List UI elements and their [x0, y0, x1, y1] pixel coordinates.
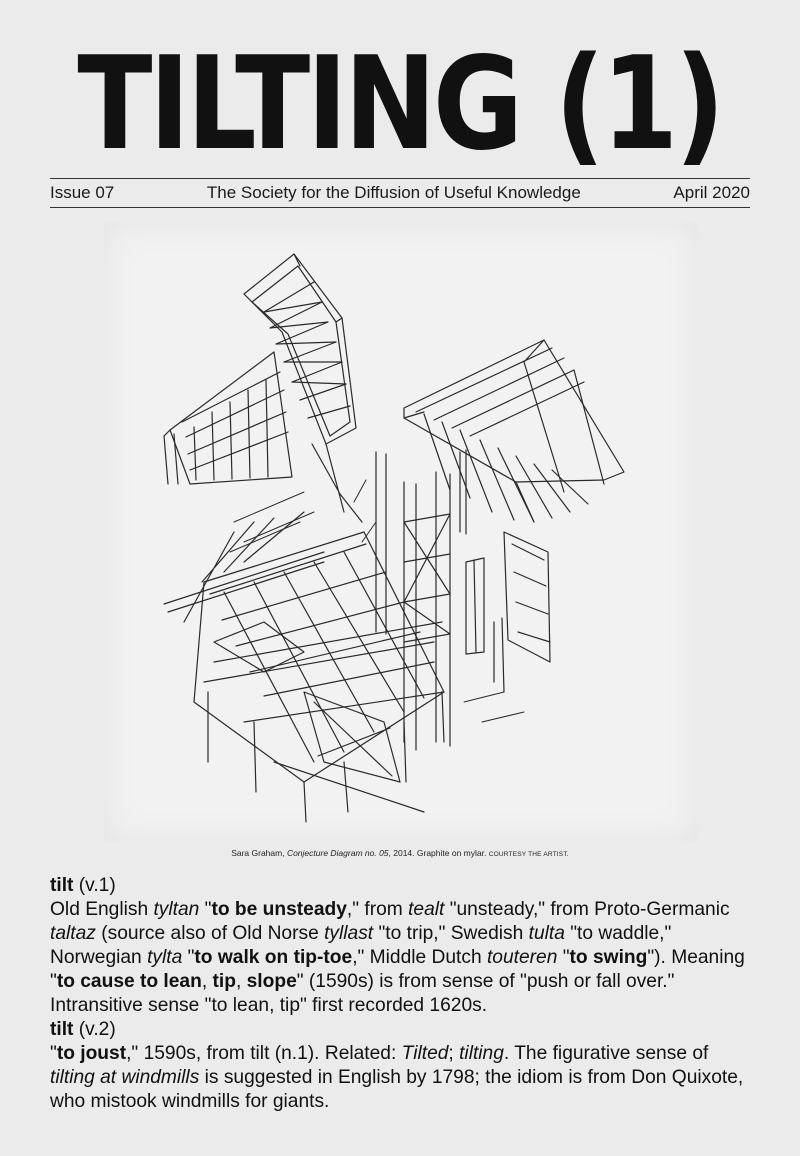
definition-segment: tulta: [528, 923, 565, 944]
definition-segment: "to trip," Swedish: [373, 923, 529, 944]
caption-title: Conjecture Diagram no. 05: [286, 848, 389, 858]
definition-segment: Tilted: [401, 1043, 449, 1064]
entry-definition: [50, 1043, 743, 1112]
entry-heading: [50, 1018, 756, 1042]
definition-segment: to joust: [56, 1043, 127, 1064]
entry-headword: tilt: [50, 875, 74, 896]
central-column: [376, 450, 466, 750]
definition-segment: slope: [246, 971, 297, 992]
definition-segment: . The figurative sense of: [503, 1043, 709, 1064]
entry-definition: [50, 899, 745, 1016]
definition-segment: ,: [235, 971, 247, 992]
right-wall: [466, 532, 550, 692]
definition-segment: tylta: [147, 947, 183, 968]
definition-segment: "unsteady," from Proto-Germanic: [444, 899, 730, 920]
bottom-rule: [50, 207, 750, 208]
definition-segment: (source also of Old Norse: [95, 923, 325, 944]
definition-segment: to cause to lean: [56, 971, 202, 992]
definition-segment: ": [50, 1043, 57, 1064]
left-wall-frame: [164, 352, 292, 484]
definition-segment: tyllast: [324, 923, 374, 944]
top-rule: [50, 178, 750, 179]
masthead: [50, 30, 750, 180]
definition-segment: ,: [201, 971, 213, 992]
figure-caption: [0, 848, 800, 858]
entry-part-of-speech: (v.1): [73, 875, 116, 896]
definition-segment: tilting: [459, 1043, 504, 1064]
definition-segment: "to waddle," Norwegian: [50, 923, 672, 968]
definition-segment: ," from: [346, 899, 409, 920]
definition-segment: to be unsteady: [211, 899, 347, 920]
definition-segment: tealt: [408, 899, 445, 920]
definition-segment: ": [199, 899, 212, 920]
dictionary-entry: [50, 1018, 756, 1114]
publisher-name: The Society for the Diffusion of Useful Knowledge: [206, 183, 581, 202]
caption-medium: , 2014. Graphite on mylar.: [388, 848, 489, 858]
entry-headword: tilt: [50, 1019, 74, 1040]
definition-segment: "). Meaning ": [50, 947, 745, 992]
definition-segment: ;: [448, 1043, 460, 1064]
definition-segment: tilting at windmills: [50, 1067, 200, 1088]
dictionary-entry: [50, 874, 756, 1018]
definition-segment: tyltan: [153, 899, 200, 920]
frame-drawing: [104, 222, 698, 842]
definition-segment: to walk on tip-toe: [194, 947, 353, 968]
definition-segment: ," 1590s, from tilt (n.1). Related:: [126, 1043, 402, 1064]
caption-credit: COURTESY THE ARTIST.: [488, 851, 569, 858]
issue-number: Issue 07: [50, 183, 115, 202]
definition-segment: touteren: [486, 947, 558, 968]
masthead-title: TILTING (1): [77, 30, 723, 179]
definition-segment: ": [182, 947, 195, 968]
definition-segment: to swing: [569, 947, 648, 968]
tilted-tower: [244, 254, 362, 522]
roof-truss: [404, 340, 624, 522]
caption-artist: Sara Graham,: [231, 848, 287, 858]
definition-segment: is suggested in English by 1798; the idiom is from Don Quixote, who mistook windmills for giants.: [50, 1067, 744, 1112]
definition-segment: ," Middle Dutch: [352, 947, 487, 968]
base-platform: [164, 512, 444, 822]
definition-segment: ": [557, 947, 570, 968]
artwork-figure: [104, 222, 698, 842]
definition-segment: taltaz: [50, 923, 96, 944]
definition-segment: " (1590s) is from sense of "push or fall over." Intransitive sense "to lean, tip" first recorded 1620s.: [50, 971, 675, 1016]
definition-segment: Old English: [50, 899, 154, 920]
issue-date: April 2020: [673, 183, 750, 202]
definition-segment: tip: [212, 971, 236, 992]
entry-part-of-speech: (v.2): [73, 1019, 116, 1040]
entry-heading: [50, 874, 756, 898]
issue-bar: [50, 180, 750, 206]
